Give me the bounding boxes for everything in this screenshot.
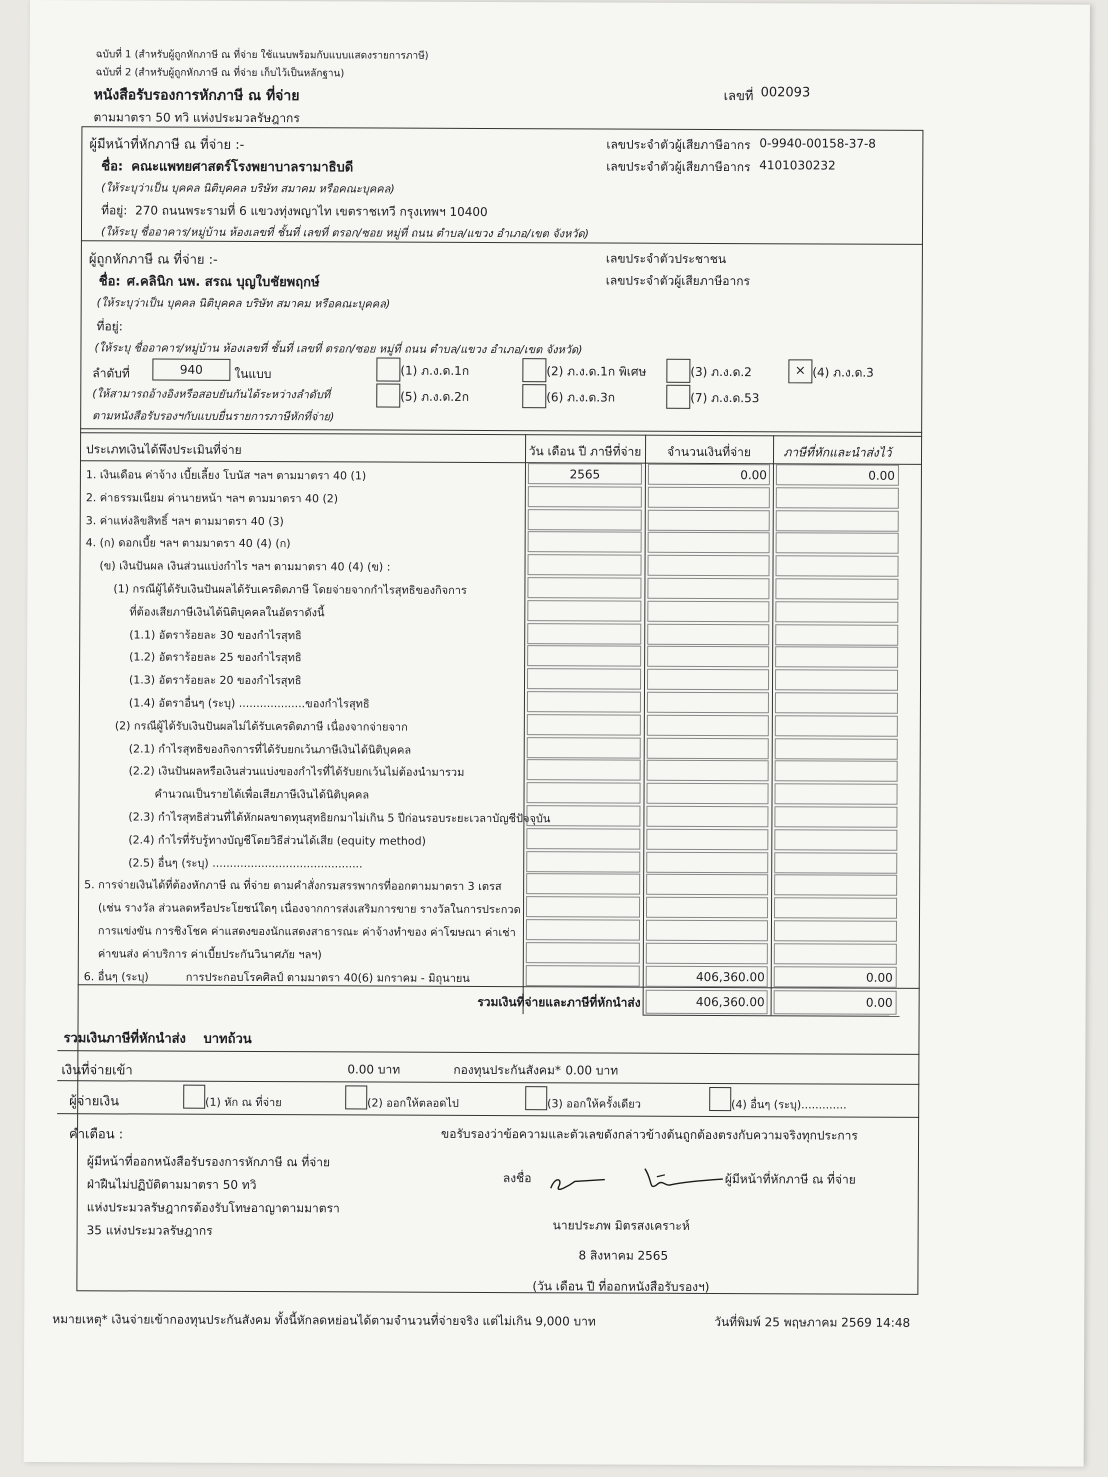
payer-type-option-4: (4) อื่นๆ (ระบุ)............. xyxy=(731,1098,847,1112)
table-cell xyxy=(775,738,898,760)
table-cell xyxy=(528,509,642,530)
footnote: หมายเหตุ* เงินจ่ายเข้ากองทุนประกันสังคม ทั้งนี้หักลดหย่อนได้ตามจำนวนที่จ่ายจริง แต่ไม่เกิน 9,000 บาท xyxy=(52,1312,596,1329)
table-cell xyxy=(527,691,641,712)
table-cell xyxy=(774,829,897,851)
table-cell xyxy=(648,509,770,531)
payer-address-label: ที่อยู่: xyxy=(101,203,128,218)
table-row-label: 2. ค่าธรรมเนียม ค่านายหน้า ฯลฯ ตามมาตรา 40 (2) xyxy=(85,491,339,506)
form-checkbox-6[interactable] xyxy=(522,384,546,408)
table-row-label: (1.4) อัตราอื่นๆ (ระบุ) ...................ของกำไรสุทธิ xyxy=(128,696,370,711)
table-row-label: 1. เงินเดือน ค่าจ้าง เบี้ยเลี้ยง โบนัส ฯลฯ ตามมาตรา 40 (1) xyxy=(85,468,367,483)
payer-taxid2-label: เลขประจำตัวผู้เสียภาษีอากร xyxy=(606,159,751,175)
table-cell xyxy=(775,601,898,623)
fund-label: เงินที่จ่ายเข้า xyxy=(61,1063,133,1079)
signer-name: นายประภพ มิตรสงเคราะห์ xyxy=(552,1218,690,1233)
payee-heading: ผู้ถูกหักภาษี ณ ที่จ่าย :- xyxy=(88,252,218,268)
signature-image xyxy=(545,1154,745,1199)
table-row-label: (เช่น รางวัล ส่วนลดหรือประโยชน์ใดๆ เนื่องจากการส่งเสริมการขาย รางวัลในการประกวด xyxy=(98,901,521,917)
table-cell xyxy=(646,806,768,828)
payer-taxid: 0-9940-00158-37-8 xyxy=(759,136,876,151)
table-cell xyxy=(527,668,641,689)
table-cell xyxy=(526,965,640,986)
table-row-label: (2.2) เงินปันผลหรือเงินส่วนแบ่งของกำไรที่ได้รับยกเว้นไม่ต้องนำมารวม xyxy=(128,764,465,780)
table-cell xyxy=(527,714,641,735)
table-cell xyxy=(775,578,898,600)
table-cell xyxy=(646,874,768,896)
table-cell xyxy=(526,942,640,963)
order-number-box: 940 xyxy=(152,359,230,381)
table-row-label: 5. การจ่ายเงินได้ที่ต้องหักภาษี ณ ที่จ่าย ตามคำสั่งกรมสรรพากรที่ออกตามมาตรา 3 เตรส xyxy=(84,878,502,894)
table-cell xyxy=(647,600,769,622)
table-cell xyxy=(526,851,640,872)
table-row-amount: 406,360.00 xyxy=(695,969,765,984)
table-cell xyxy=(527,737,641,758)
table-header-1: ประเภทเงินได้พึงประเมินที่จ่าย xyxy=(86,442,242,457)
table-cell xyxy=(526,874,640,895)
table-cell xyxy=(528,486,642,507)
tax-words-value: บาทถ้วน xyxy=(203,1031,252,1047)
table-row-label: (2.3) กำไรสุทธิส่วนที่ได้หักผลขาดทุนสุทธิยกมาไม่เกิน 5 ปีก่อนรอบระยะเวลาบัญชีปัจจุบัน xyxy=(128,810,551,826)
form-checkbox-4[interactable]: × xyxy=(788,359,812,383)
table-cell xyxy=(648,532,770,554)
table-cell xyxy=(775,647,898,669)
warning-line-4: 35 แห่งประมวลรัษฎากร xyxy=(86,1223,213,1238)
table-cell xyxy=(647,737,769,759)
payer-address: 270 ถนนพระรามที่ 6 แขวงทุ่งพญาไท เขตราชเทวี กรุงเทพฯ 10400 xyxy=(135,203,488,219)
table-cell xyxy=(775,715,898,737)
table-cell xyxy=(647,623,769,645)
table-row-label: 6. อื่นๆ (ระบุ) xyxy=(83,969,149,984)
table-row-label: 4. (ก) ดอกเบี้ย ฯลฯ ตามมาตรา 40 (4) (ก) xyxy=(85,536,291,551)
table-row-label: (1.2) อัตราร้อยละ 25 ของกำไรสุทธิ xyxy=(129,650,302,665)
form-checkbox-5[interactable] xyxy=(376,384,400,408)
table-row-label: 3. ค่าแห่งลิขสิทธิ์ ฯลฯ ตามมาตรา 40 (3) xyxy=(85,513,284,528)
table-cell xyxy=(647,692,769,714)
table-cell xyxy=(646,851,768,873)
payee-name-note: (ให้ระบุว่าเป็น บุคคล นิติบุคคล บริษัท สมาคม หรือคณะบุคคล) xyxy=(96,296,391,311)
table-cell xyxy=(774,875,897,897)
table-cell xyxy=(775,692,898,714)
total-label: รวมเงินที่จ่ายและภาษีที่หักนำส่ง xyxy=(477,995,641,1011)
subtitle: ตามมาตรา 50 ทวิ แห่งประมวลรัษฎากร xyxy=(93,110,300,126)
table-row-label: (1) กรณีผู้ได้รับเงินปันผลได้รับเครดิตภาษี โดยจ่ายจากกำไรสุทธิของกิจการ xyxy=(113,582,467,597)
payer-taxid2: 4101030232 xyxy=(759,158,836,173)
payer-name: คณะแพทยศาสตร์โรงพยาบาลรามาธิบดี xyxy=(131,159,354,176)
table-cell xyxy=(527,623,641,644)
doc-no-label: เลขที่ xyxy=(723,89,754,105)
table-cell xyxy=(776,487,899,509)
table-cell xyxy=(646,920,768,942)
table-cell xyxy=(774,852,897,874)
order-unit: ในแบบ xyxy=(234,366,272,382)
table-header-3: จำนวนเงินที่จ่าย xyxy=(667,444,751,460)
table-row-date: 2565 xyxy=(569,467,601,482)
table-cell xyxy=(648,486,770,508)
order-label: ลำดับที่ xyxy=(92,366,130,381)
table-cell xyxy=(776,510,899,532)
sign-role: ผู้มีหน้าที่หักภาษี ณ ที่จ่าย xyxy=(724,1172,856,1187)
table-cell xyxy=(526,919,640,940)
table-cell xyxy=(526,896,640,917)
table-row-label: (2) กรณีผู้ได้รับเงินปันผลไม่ได้รับเครดิตภาษี เนื่องจากจ่ายจาก xyxy=(114,719,408,734)
table-cell xyxy=(528,532,642,553)
payer-type-checkbox-4[interactable] xyxy=(709,1087,731,1111)
payer-type-checkbox-1[interactable] xyxy=(183,1085,205,1109)
payer-type-label: ผู้จ่ายเงิน xyxy=(69,1094,120,1110)
table-cell xyxy=(774,806,897,828)
table-cell xyxy=(646,942,768,964)
payer-type-option-1: (1) หัก ณ ที่จ่าย xyxy=(205,1095,282,1110)
payee-citizen-label: เลขประจำตัวประชาชน xyxy=(605,251,727,267)
table-cell xyxy=(526,828,640,849)
table-cell xyxy=(647,555,769,577)
ssf-amount: 0.00 บาท xyxy=(565,1063,619,1078)
form-label-4: (4) ภ.ง.ด.3 xyxy=(812,365,874,380)
total-amount: 406,360.00 xyxy=(695,995,765,1010)
table-cell xyxy=(647,760,769,782)
table-cell xyxy=(774,943,897,965)
table-cell xyxy=(646,828,768,850)
table-cell xyxy=(774,897,897,919)
table-cell xyxy=(774,920,897,942)
form-label-1: (1) ภ.ง.ด.1ก xyxy=(400,363,470,378)
total-tax: 0.00 xyxy=(865,996,893,1011)
certify-date-note: (วัน เดือน ปี ที่ออกหนังสือรับรองฯ) xyxy=(532,1279,710,1294)
order-note-2: ตามหนังสือรับรองฯกับแบบยื่นรายการภาษีหักที่จ่าย) xyxy=(92,409,335,424)
fund-amount: 0.00 บาท xyxy=(347,1062,401,1077)
table-row-note: การประกอบโรคศิลป์ ตามมาตรา 40(6) มกราคม - มิถุนายน xyxy=(185,970,470,985)
tax-words-label: รวมเงินภาษีที่หักนำส่ง xyxy=(63,1031,186,1047)
payer-name-note: (ให้ระบุว่าเป็น บุคคล นิติบุคคล บริษัท สมาคม หรือคณะบุคคล) xyxy=(101,181,395,196)
table-row-tax: 0.00 xyxy=(865,970,893,985)
payee-taxid-label: เลขประจำตัวผู้เสียภาษีอากร xyxy=(605,273,750,289)
form-label-6: (6) ภ.ง.ด.3ก xyxy=(546,390,616,405)
table-cell xyxy=(775,669,898,691)
table-header-2: วัน เดือน ปี ภาษีที่จ่าย xyxy=(528,444,642,459)
form-checkbox-7[interactable] xyxy=(666,385,690,409)
table-row-label: (1.3) อัตราร้อยละ 20 ของกำไรสุทธิ xyxy=(129,673,302,688)
payer-address-note: (ให้ระบุ ชื่ออาคาร/หมู่บ้าน ห้องเลขที่ ชั้นที่ เลขที่ ตรอก/ซอย หมู่ที่ ถนน ตำบล/แขวง อำเภอ/เขต จังหวัด) xyxy=(100,225,589,241)
table-cell xyxy=(647,646,769,668)
doc-no: 002093 xyxy=(760,85,811,101)
form-label-3: (3) ภ.ง.ด.2 xyxy=(690,364,752,380)
table-row-label: (2.4) กำไรที่รับรู้ทางบัญชีโดยวิธีส่วนได้เสีย (equity method) xyxy=(128,833,426,848)
table-row-label: ที่ต้องเสียภาษีเงินได้นิติบุคคลในอัตราดังนี้ xyxy=(129,605,325,620)
table-row-label: การแข่งขัน การชิงโชค ค่าแสดงของนักแสดงสาธารณะ ค่าจ้างทำของ ค่าโฆษณา ค่าเช่า xyxy=(97,924,516,940)
table-row-label: (2.5) อื่นๆ (ระบุ) ........................................... xyxy=(128,856,363,871)
table-row-label: ค่าขนส่ง ค่าบริการ ค่าเบี้ยประกันวินาศภัย ฯลฯ) xyxy=(97,947,322,962)
form-checkbox-1[interactable] xyxy=(376,358,400,382)
form-label-7: (7) ภ.ง.ด.53 xyxy=(690,390,760,406)
table-cell xyxy=(527,760,641,781)
payer-type-option-3: (3) ออกให้ครั้งเดียว xyxy=(547,1097,641,1111)
payer-heading: ผู้มีหน้าที่หักภาษี ณ ที่จ่าย :- xyxy=(89,137,245,153)
table-row-label: (1.1) อัตราร้อยละ 30 ของกำไรสุทธิ xyxy=(129,628,302,642)
certify-text: ขอรับรองว่าข้อความและตัวเลขดังกล่าวข้างต้นถูกต้องตรงกับความจริงทุกประการ xyxy=(441,1126,858,1143)
payee-name: ศ.คลินิก นพ. สรณ บุญใบชัยพฤกษ์ xyxy=(126,274,320,291)
payee-name-label: ชื่อ: xyxy=(98,274,121,290)
payer-name-label: ชื่อ: xyxy=(101,159,124,175)
form-checkbox-2[interactable] xyxy=(522,358,546,382)
table-cell xyxy=(774,783,897,805)
table-cell xyxy=(527,646,641,667)
ssf-label: กองทุนประกันสังคม* xyxy=(453,1062,561,1078)
table-row-label: (ข) เงินปันผล เงินส่วนแบ่งกำไร ฯลฯ ตามมาตรา 40 (4) (ข) : xyxy=(99,559,391,574)
payer-type-option-2: (2) ออกให้ตลอดไป xyxy=(367,1096,459,1110)
certificate-paper xyxy=(24,0,1090,1467)
payer-type-checkbox-3[interactable] xyxy=(525,1086,547,1110)
payer-type-checkbox-2[interactable] xyxy=(345,1085,367,1109)
table-row-label: (2.1) กำไรสุทธิของกิจการที่ได้รับยกเว้นภาษีเงินได้นิติบุคคล xyxy=(128,742,412,757)
table-cell xyxy=(775,555,898,577)
payee-address-label: ที่อยู่: xyxy=(96,319,123,334)
table-cell xyxy=(527,600,641,621)
table-cell xyxy=(646,897,768,919)
print-date: วันที่พิมพ์ 25 พฤษภาคม 2569 14:48 xyxy=(714,1314,911,1330)
page-title: หนังสือรับรองการหักภาษี ณ ที่จ่าย xyxy=(93,87,300,105)
table-cell xyxy=(527,554,641,575)
form-label-2: (2) ภ.ง.ด.1ก พิเศษ xyxy=(546,364,647,379)
table-cell xyxy=(775,761,898,783)
table-cell xyxy=(646,783,768,805)
warning-line-3: แห่งประมวลรัษฎากรต้องรับโทษอาญาตามมาตรา xyxy=(86,1200,340,1216)
payee-address-note: (ให้ระบุ ชื่ออาคาร/หมู่บ้าน ห้องเลขที่ ชั้นที่ เลขที่ ตรอก/ซอย หมู่ที่ ถนน ตำบล/แขวง อำเภอ/เขต จังหวัด) xyxy=(94,341,583,357)
table-cell xyxy=(527,577,641,598)
sign-label: ลงชื่อ xyxy=(502,1171,532,1186)
table-cell xyxy=(647,669,769,691)
table-cell xyxy=(647,578,769,600)
copy1-text: ฉบับที่ 1 (สำหรับผู้ถูกหักภาษี ณ ที่จ่าย ใช้แนบพร้อมกับแบบแสดงรายการภาษี) xyxy=(95,49,429,62)
table-header-4: ภาษีที่หักและนำส่งไว้ xyxy=(783,445,892,460)
warning-line-1: ผู้มีหน้าที่ออกหนังสือรับรองการหักภาษี ณ ที่จ่าย xyxy=(86,1154,331,1170)
warning-label: คำเตือน : xyxy=(69,1127,124,1143)
table-cell xyxy=(526,782,640,803)
table-row-tax: 0.00 xyxy=(868,468,895,483)
table-row-label: คำนวณเป็นรายได้เพื่อเสียภาษีเงินได้นิติบุคคล xyxy=(154,787,370,802)
table-cell xyxy=(526,805,640,826)
payer-taxid-label: เลขประจำตัวผู้เสียภาษีอากร xyxy=(606,137,751,153)
table-cell xyxy=(775,624,898,646)
order-note-1: (ให้สามารถอ้างอิงหรือสอบยันกันได้ระหว่างลำดับที่ xyxy=(92,387,331,402)
warning-line-2: ฝ่าฝืนไม่ปฏิบัติตามมาตรา 50 ทวิ xyxy=(86,1177,257,1192)
form-checkbox-3[interactable] xyxy=(666,359,690,383)
table-cell xyxy=(647,714,769,736)
table-cell xyxy=(776,533,899,555)
certify-date: 8 สิงหาคม 2565 xyxy=(578,1248,669,1263)
form-label-5: (5) ภ.ง.ด.2ก xyxy=(400,389,470,404)
copy2-text: ฉบับที่ 2 (สำหรับผู้ถูกหักภาษี ณ ที่จ่าย เก็บไว้เป็นหลักฐาน) xyxy=(95,67,345,80)
table-row-amount: 0.00 xyxy=(740,468,767,483)
